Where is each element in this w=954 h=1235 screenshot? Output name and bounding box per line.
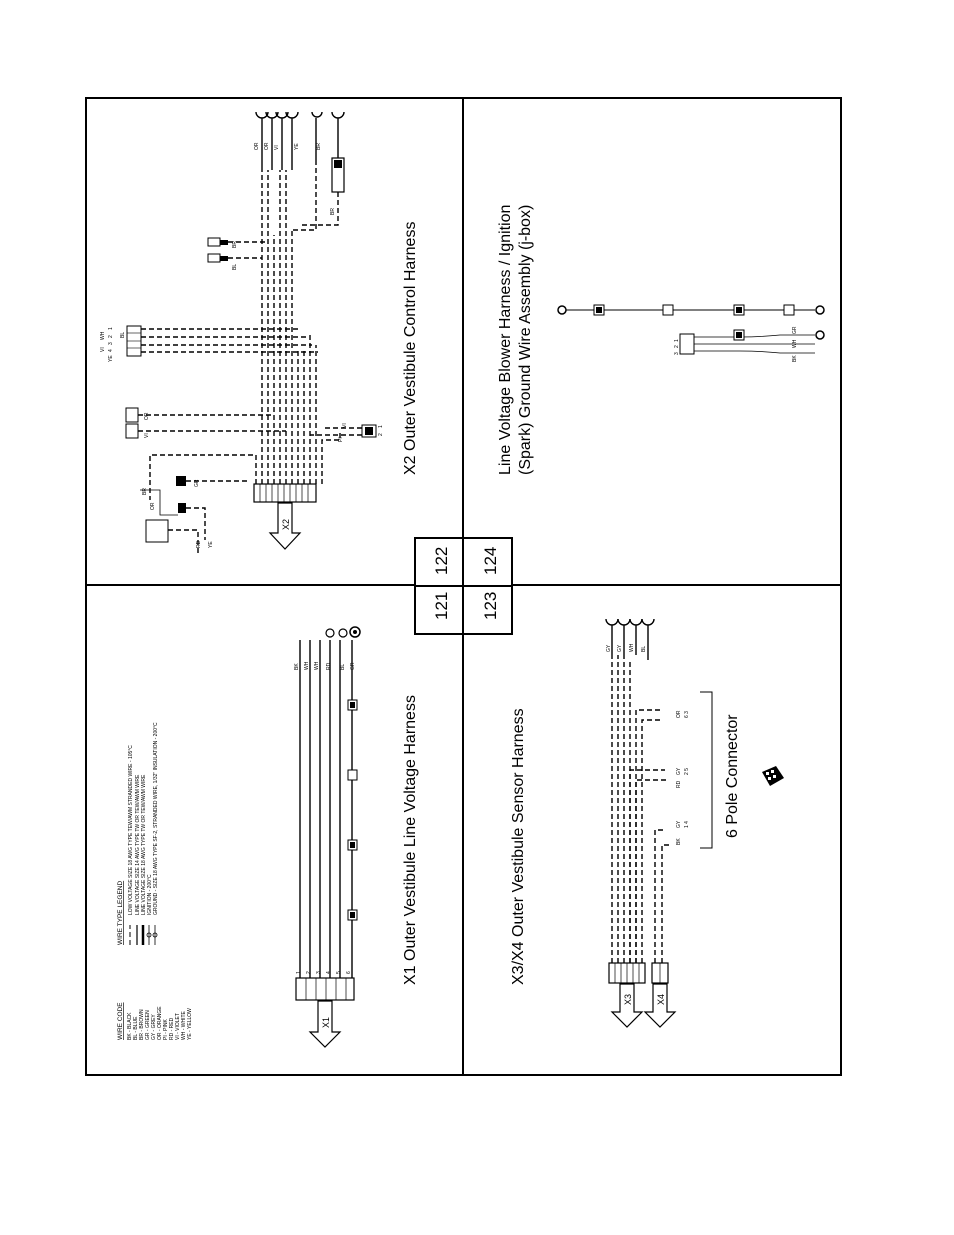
svg-text:RD: RD bbox=[676, 780, 682, 788]
svg-text:GY: GY bbox=[676, 820, 682, 828]
svg-text:2: 2 bbox=[306, 971, 312, 974]
svg-text:WIRE TYPE LEGEND: WIRE TYPE LEGEND bbox=[117, 880, 124, 945]
x34-panel bbox=[510, 619, 784, 1027]
svg-text:1: 1 bbox=[378, 425, 384, 428]
svg-text:GR: GR bbox=[792, 326, 798, 334]
svg-text:BR: BR bbox=[232, 241, 238, 248]
x2-panel bbox=[100, 112, 419, 555]
svg-text:YE: YE bbox=[294, 143, 300, 150]
svg-text:2: 2 bbox=[108, 335, 114, 338]
x1-panel bbox=[117, 627, 419, 1047]
page-number-123: 123 bbox=[481, 591, 500, 620]
svg-text:RD: RD bbox=[196, 540, 202, 548]
six-pole-connector-icon bbox=[762, 766, 784, 786]
svg-text:BK: BK bbox=[676, 838, 682, 845]
svg-text:BL: BL bbox=[340, 663, 346, 670]
svg-text:BR: BR bbox=[330, 208, 336, 215]
svg-text:LINE VOLTAGE SIZE 18 AWG TYPE: LINE VOLTAGE SIZE 18 AWG TYPE TW OR TEW/AWM WIRE bbox=[141, 774, 147, 915]
svg-text:GY - GREY: GY - GREY bbox=[151, 1014, 157, 1040]
svg-text:GY: GY bbox=[617, 644, 623, 652]
x1-connector bbox=[296, 978, 354, 1000]
svg-text:1: 1 bbox=[674, 339, 680, 342]
svg-text:5: 5 bbox=[336, 971, 342, 974]
svg-text:LINE VOLTAGE SIZE 14 AWG TYPE: LINE VOLTAGE SIZE 14 AWG TYPE TW OR TEW/AWM WIRE bbox=[135, 774, 141, 915]
svg-text:1: 1 bbox=[296, 971, 302, 974]
x2-spade-pair bbox=[208, 238, 268, 270]
svg-text:YE: YE bbox=[208, 541, 214, 548]
svg-text:BR: BR bbox=[142, 488, 148, 495]
svg-text:3: 3 bbox=[316, 971, 322, 974]
ignition-panel bbox=[497, 205, 824, 475]
svg-text:VI - VIOLET: VI - VIOLET bbox=[175, 1013, 181, 1040]
svg-text:VI: VI bbox=[144, 433, 150, 438]
svg-text:VI: VI bbox=[274, 145, 280, 150]
svg-text:WH: WH bbox=[304, 661, 310, 670]
svg-text:BR: BR bbox=[316, 143, 322, 150]
ignition-ground-wire bbox=[558, 305, 824, 315]
svg-text:LOW VOLTAGE SIZE 18 AWG TYPE T: LOW VOLTAGE SIZE 18 AWG TYPE TEW/AWM STRANDED WIRE - 105°C bbox=[128, 745, 134, 915]
x34-terminals bbox=[606, 619, 654, 660]
svg-text:OR - ORANGE: OR - ORANGE bbox=[157, 1006, 163, 1040]
svg-text:BK: BK bbox=[294, 663, 300, 670]
svg-text:4: 4 bbox=[108, 349, 114, 352]
svg-text:GROUND - SIZE 18 AWG TYPE SF-2: GROUND - SIZE 18 AWG TYPE SF-2, STRANDED WIRE, 1/32" INSULATION - 200°C bbox=[153, 722, 159, 915]
svg-text:BL: BL bbox=[641, 645, 647, 652]
svg-text:4: 4 bbox=[326, 971, 332, 974]
x4-label: X4 bbox=[656, 993, 666, 1005]
x2-connector bbox=[254, 484, 316, 502]
x1-label: X1 bbox=[321, 1016, 331, 1028]
ignition-title-line2: (Spark) Ground Wire Assembly (j-box) bbox=[517, 204, 534, 475]
svg-text:BK: BK bbox=[792, 355, 798, 362]
svg-text:BL: BL bbox=[120, 331, 126, 338]
x1-wires bbox=[300, 640, 352, 978]
page-number-122: 122 bbox=[432, 546, 451, 575]
svg-text:PI - PINK: PI - PINK bbox=[163, 1019, 169, 1040]
wire-code-legend bbox=[117, 1002, 193, 1040]
svg-text:BL: BL bbox=[232, 263, 238, 270]
svg-text:WH: WH bbox=[100, 331, 106, 340]
svg-text:GY: GY bbox=[606, 644, 612, 652]
svg-text:VI: VI bbox=[100, 347, 106, 352]
svg-text:VI: VI bbox=[342, 423, 348, 428]
x1-terminals bbox=[326, 627, 360, 637]
svg-text:BL - BLUE: BL - BLUE bbox=[133, 1016, 139, 1040]
x2-pressure-switch-connector bbox=[310, 423, 384, 442]
svg-text:GR - GREEN: GR - GREEN bbox=[145, 1010, 151, 1040]
svg-text:6 3: 6 3 bbox=[684, 711, 690, 718]
page-number-box bbox=[415, 538, 512, 634]
x2-label: X2 bbox=[281, 518, 291, 530]
svg-text:6: 6 bbox=[346, 971, 352, 974]
svg-text:OR: OR bbox=[150, 502, 156, 510]
x2-title: X2 Outer Vestibule Control Harness bbox=[402, 221, 419, 475]
svg-text:WIRE CODE: WIRE CODE bbox=[117, 1002, 124, 1040]
x1-title: X1 Outer Vestibule Line Voltage Harness bbox=[402, 695, 419, 985]
x34-wires bbox=[612, 655, 670, 963]
svg-text:YE: YE bbox=[108, 355, 114, 362]
svg-text:GR: GR bbox=[194, 479, 200, 487]
svg-text:2: 2 bbox=[378, 433, 384, 436]
x2-limit-switch bbox=[140, 476, 250, 555]
six-pole-bracket bbox=[700, 692, 712, 848]
svg-text:GR: GR bbox=[350, 662, 356, 670]
svg-text:3: 3 bbox=[108, 342, 114, 345]
page-number-121: 121 bbox=[432, 591, 451, 620]
svg-text:YE - YELLOW: YE - YELLOW bbox=[187, 1008, 193, 1040]
svg-text:2: 2 bbox=[674, 345, 680, 348]
svg-text:RD - RED: RD - RED bbox=[169, 1017, 175, 1040]
svg-text:RD: RD bbox=[326, 662, 332, 670]
svg-text:WH - WHITE: WH - WHITE bbox=[181, 1011, 187, 1040]
svg-text:WH: WH bbox=[792, 339, 798, 348]
svg-text:BK - BLACK: BK - BLACK bbox=[127, 1012, 133, 1040]
svg-text:BR - BROWN: BR - BROWN bbox=[139, 1009, 145, 1040]
svg-text:OR: OR bbox=[264, 142, 270, 150]
svg-text:3: 3 bbox=[674, 352, 680, 355]
ignition-title-line1: Line Voltage Blower Harness / Ignition bbox=[497, 204, 514, 475]
page-number-124: 124 bbox=[481, 546, 500, 575]
svg-text:2 5: 2 5 bbox=[684, 768, 690, 775]
six-pole-connector-label: 6 Pole Connector bbox=[724, 714, 741, 838]
svg-text:1 4: 1 4 bbox=[684, 821, 690, 828]
svg-text:WH: WH bbox=[314, 661, 320, 670]
ignition-blower-harness bbox=[674, 326, 824, 362]
svg-text:OR: OR bbox=[254, 142, 260, 150]
x2-wire-bundle bbox=[150, 170, 340, 500]
svg-text:WH: WH bbox=[629, 643, 635, 652]
wire-type-legend bbox=[117, 722, 159, 945]
x34-title: X3/X4 Outer Vestibule Sensor Harness bbox=[510, 708, 527, 985]
svg-text:OR: OR bbox=[144, 412, 150, 420]
svg-text:PI: PI bbox=[338, 437, 344, 442]
svg-text:GY: GY bbox=[676, 767, 682, 775]
svg-text:OR: OR bbox=[676, 710, 682, 718]
svg-text:1: 1 bbox=[108, 327, 114, 330]
x3-label: X3 bbox=[623, 993, 633, 1005]
svg-text:IGNITION - 200°C: IGNITION - 200°C bbox=[147, 874, 153, 915]
